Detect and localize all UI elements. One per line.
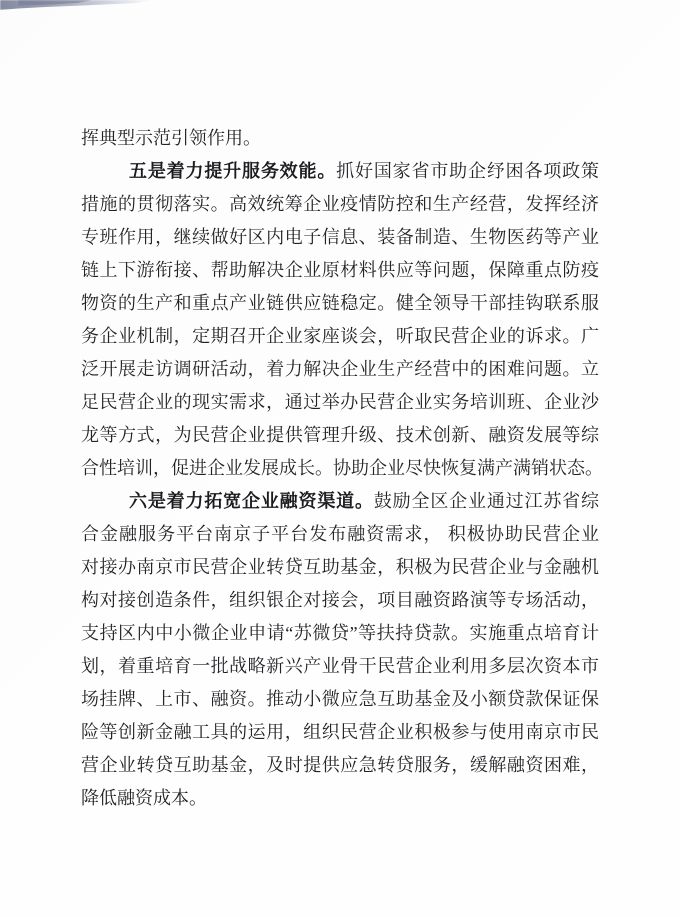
text-line	[81, 782, 599, 815]
text-run: 降低融资成本。	[81, 788, 207, 808]
text-run: 鼓励全区企业通过江苏省综	[373, 491, 600, 511]
text-run: 措施的贯彻落实。高效统筹企业疫情防控和生产经营，发挥经济	[81, 194, 599, 214]
text-line	[81, 122, 599, 155]
text-line	[81, 353, 599, 386]
text-run: 专班作用，继续做好区内电子信息、装备制造、生物医药等产业	[81, 227, 599, 247]
text-line	[81, 386, 599, 419]
text-line	[81, 188, 599, 221]
text-run: 对接办南京市民营企业转贷互助基金，积极为民营企业与金融机	[81, 557, 599, 577]
text-line	[81, 485, 599, 518]
text-run: 险等创新金融工具的运用，组织民营企业积极参与使用南京市民	[81, 722, 599, 742]
text-line	[81, 518, 599, 551]
text-run: 链上下游衔接、帮助解决企业原材料供应等问题，保障重点防疫	[81, 260, 599, 280]
text-line	[81, 221, 599, 254]
text-line	[81, 287, 599, 320]
section-heading-bold-run: 六是着力拓宽企业融资渠道。	[129, 491, 374, 511]
document-text-block	[81, 122, 603, 815]
text-line	[81, 254, 599, 287]
text-line	[81, 551, 599, 584]
text-line	[81, 683, 599, 716]
text-run: 挥典型示范引领作用。	[81, 128, 261, 148]
text-run: 合金融服务平台南京子平台发布融资需求， 积极协助民营企业	[81, 524, 599, 544]
text-line	[81, 452, 603, 485]
text-run: 构对接创造条件，组织银企对接会，项目融资路演等专场活动，	[81, 590, 599, 610]
text-run: 营企业转贷互助基金，及时提供应急转贷服务，缓解融资困难，	[81, 755, 599, 775]
text-run: 泛开展走访调研活动，着力解决企业生产经营中的困难问题。立	[81, 359, 599, 379]
text-run: 场挂牌、上市、融资。推动小微应急互助基金及小额贷款保证保	[81, 689, 599, 709]
text-line	[81, 650, 599, 683]
text-line	[81, 716, 599, 749]
text-run: 抓好国家省市助企纾困各项政策	[336, 161, 600, 181]
text-line	[81, 320, 599, 353]
text-run: 务企业机制，定期召开企业家座谈会，听取民营企业的诉求。广	[81, 326, 599, 346]
text-run: 支持区内中小微企业申请“苏微贷”等扶持贷款。实施重点培育计	[81, 623, 599, 643]
text-line	[81, 155, 599, 188]
section-heading-bold-run: 五是着力提升服务效能。	[129, 161, 337, 181]
text-line	[81, 419, 599, 452]
text-line	[81, 584, 599, 617]
text-run: 划，着重培育一批战略新兴产业骨干民营企业利用多层次资本市	[81, 656, 599, 676]
text-run: 足民营企业的现实需求，通过举办民营企业实务培训班、企业沙	[81, 392, 599, 412]
text-run: 物资的生产和重点产业链供应链稳定。健全领导干部挂钩联系服	[81, 293, 599, 313]
text-line	[81, 617, 599, 650]
text-run: 龙等方式，为民营企业提供管理升级、技术创新、融资发展等综	[81, 425, 599, 445]
text-run: 合性培训，促进企业发展成长。协助企业尽快恢复满产满销状态。	[81, 458, 603, 478]
text-line	[81, 749, 599, 782]
